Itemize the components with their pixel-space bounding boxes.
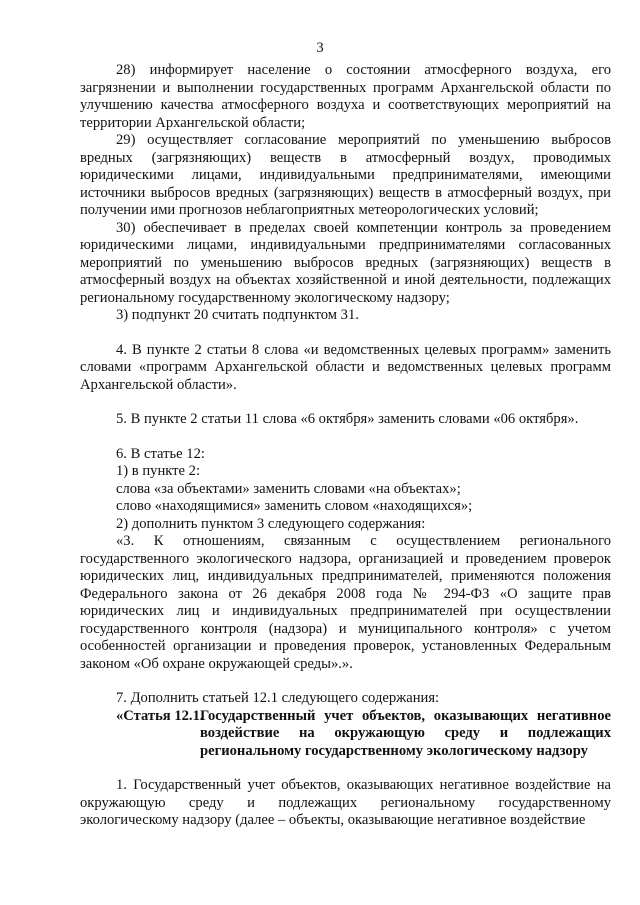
paragraph-article-point-1: 1. Государственный учет объектов, оказывающих негативное воздействие на окружающую среду и подлежащих региональному государственному экологическому надзору (далее – объекты, оказывающие негативное воздействие: [80, 777, 611, 828]
article-title: Государственный учет объектов, оказывающих негативное воздействие на окружающую среду и подлежащих региональному государственному экологическому надзору: [200, 707, 611, 759]
paragraph-item-29: 29) осуществляет согласование мероприятий по уменьшению выбросов вредных (загрязняющих) веществ в атмосферный воздух, проводимых юридическими лицами, индивидуальными предпринимателями, имеющими источники выбросов вредных (загрязняющих) веществ в атмосферный воздух, при получении ими прогнозов неблагоприятных метеорологических условий;: [80, 132, 611, 218]
paragraph-item-6-head: 6. В статье 12:: [116, 445, 205, 462]
article-label: «Статья 12.1.: [116, 707, 204, 724]
paragraph-item-5: 5. В пункте 2 статьи 11 слова «6 октября» заменить словами «06 октября».: [116, 411, 579, 427]
paragraph-item-28: 28) информирует население о состоянии атмосферного воздуха, его загрязнении и выполнении государственных программ Архангельской области по улучшению качества атмосферного воздуха и соответствующих мероприятий на территории Архангельской области;: [80, 62, 611, 131]
paragraph-item-6-line-4: 2) дополнить пунктом 3 следующего содержания:: [116, 515, 426, 532]
paragraph-item-30: 30) обеспечивает в пределах своей компетенции контроль за проведением юридическими лицами, индивидуальными предпринимателями согласованных мероприятий по уменьшению выбросов вредных (загрязняющих) веществ в атмосферный воздух на объектах хозяйственной и иной деятельности, подлежащих региональному государственному экологическому надзору;: [80, 219, 611, 306]
paragraph-item-7-head: 7. Дополнить статьей 12.1 следующего содержания:: [116, 690, 440, 706]
document-body: [80, 62, 611, 830]
paragraph-item-4: 4. В пункте 2 статьи 8 слова «и ведомственных целевых программ» заменить словами «программ Архангельской области и ведомственных целевых программ Архангельской области».: [80, 341, 611, 393]
paragraph-item-6-line-3: слово «находящимися» заменить словом «находящихся»;: [116, 498, 473, 514]
paragraph-subitem-3: 3) подпункт 20 считать подпунктом 31.: [116, 307, 359, 323]
page-number: 3: [316, 40, 324, 56]
paragraph-item-6-quote: «3. К отношениям, связанным с осуществлением регионального государственного экологического надзора, организацией и проведением проверок юридических лиц, индивидуальных предпринимателей, применяются положения Федерального закона от 26 декабря 2008 года № 294-ФЗ «О защите прав юридических лиц и индивидуальных предпринимателей при осуществлении государственного контроля (надзора) и муниципального контроля» с учетом особенностей организации и проведения проверок, установленных Федеральным законом «Об охране окружающей среды».».: [80, 533, 611, 672]
paragraph-item-6-line-1: 1) в пункте 2:: [116, 463, 201, 479]
article-heading: [80, 708, 611, 761]
paragraph-item-6-line-2: слова «за объектами» заменить словами «на объектах»;: [116, 480, 461, 497]
